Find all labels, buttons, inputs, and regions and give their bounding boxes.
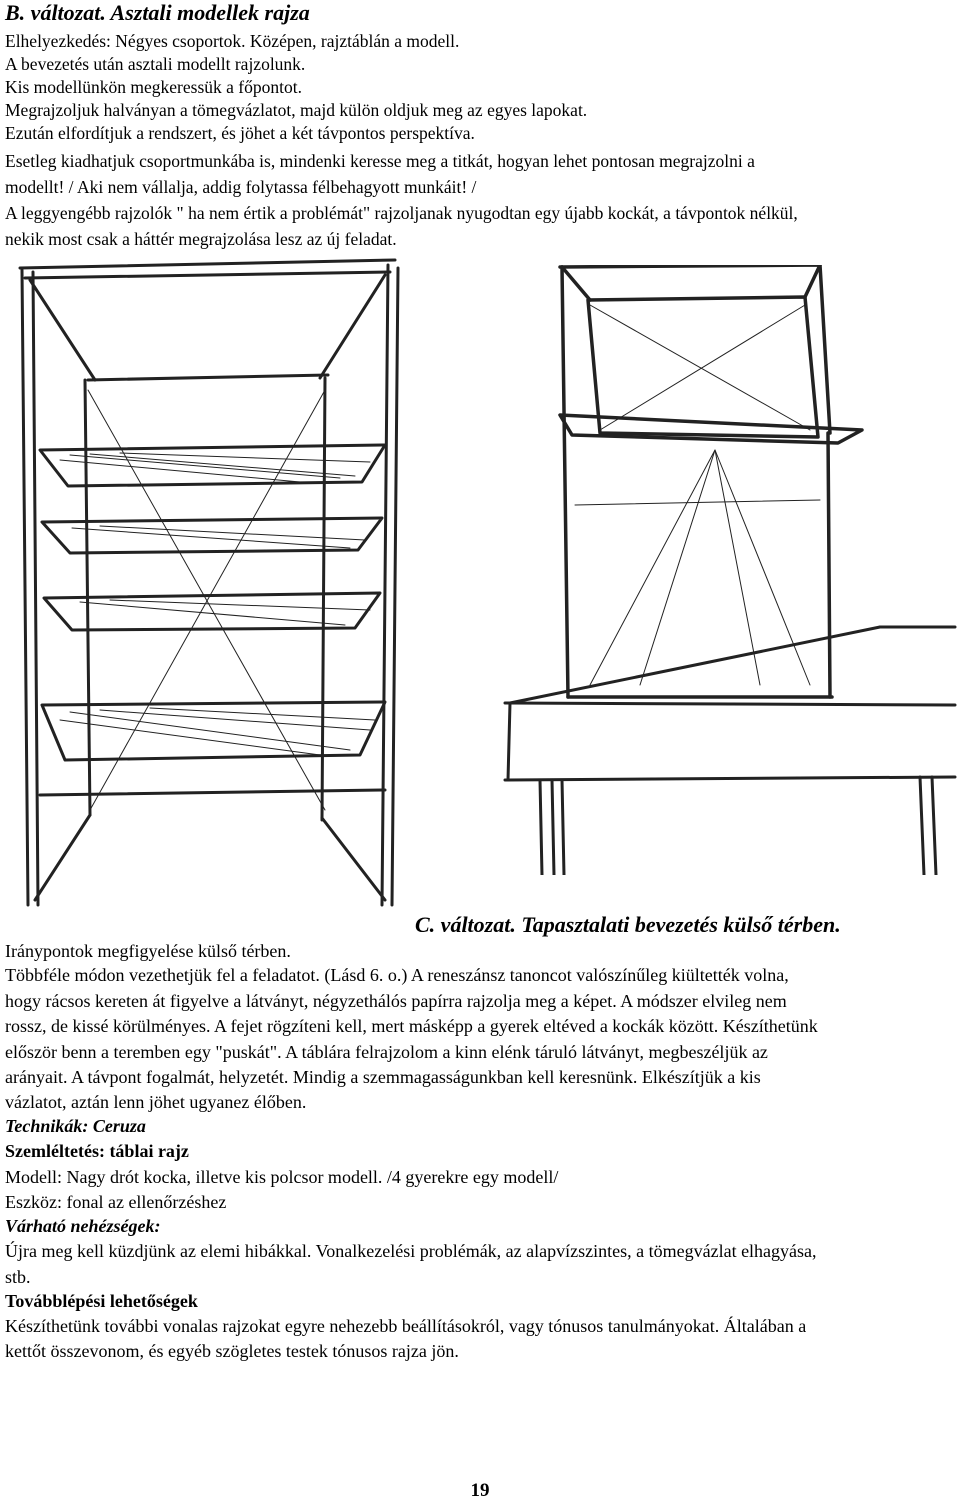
section-b-line: Kis modellünkön megkeressük a főpontot. — [5, 77, 302, 97]
section-b-line: modellt! / Aki nem vállalja, addig folytassa félbehagyott munkáit! / — [5, 177, 477, 197]
section-b-line: A bevezetés után asztali modellt rajzolunk. — [5, 54, 306, 74]
tovabb-line: Készíthetünk további vonalas rajzokat egyre nehezebb beállításokról, vagy tónusos tanulmányokat. Általában a — [5, 1316, 807, 1336]
section-b-title: B. változat. Asztali modellek rajza — [5, 0, 310, 25]
section-c-paragraph-line: rossz, de kissé körülményes. A fejet rögzíteni kell, mert másképp a gyerek eltéved a kockák között. Készíthetünk — [5, 1016, 818, 1036]
page-number: 19 — [470, 1480, 490, 1501]
eszkoz-line: Eszköz: fonal az ellenőrzéshez — [5, 1192, 227, 1212]
section-c-paragraph-line: hogy rácsos kereten át figyelve a látványt, négyzethálós papírra rajzolja meg a képet. A módszer elvileg nem — [5, 991, 787, 1011]
varhato-heading: Várható nehézségek: — [5, 1216, 161, 1236]
section-c-subtitle: Iránypontok megfigyelése külső térben. — [5, 941, 291, 961]
section-b-line: Ezután elfordítjuk a rendszert, és jöhet a két távpontos perspektíva. — [5, 123, 475, 143]
section-c-paragraph-line: először benn a teremben egy "puskát". A táblára felrajzolom a kinn elénk táruló látványt, megbeszéljük az — [5, 1042, 768, 1062]
varhato-line: Újra meg kell küzdjünk az elemi hibákkal. Vonalkezelési problémák, az alapvízszintes, a tömegvázlat elhagyása, — [5, 1241, 817, 1261]
tovabb-heading: Továbblépési lehetőségek — [5, 1291, 198, 1311]
section-c-paragraph-line: Többféle módon vezethetjük fel a feladatot. (Lásd 6. o.) A reneszánsz tanoncot valószínűleg kiültették volna, — [5, 965, 789, 985]
section-c-paragraph-line: arányait. A távpont fogalmát, helyzetét. Mindig a szemmagasságunkban kell keresnünk. Elkészítjük a kis — [5, 1067, 761, 1087]
tovabb-line: kettőt összevonom, és egyéb szögletes testek tónusos rajza jön. — [5, 1341, 459, 1361]
shelf-drawing — [0, 250, 420, 910]
section-c-paragraph-line: vázlatot, aztán lenn jöhet ugyanez élőben. — [5, 1092, 307, 1112]
section-b-line: Esetleg kiadhatjuk csoportmunkába is, mindenki keresse meg a titkát, hogyan lehet pontosan megrajzolni a — [5, 151, 755, 171]
varhato-line: stb. — [5, 1267, 31, 1287]
section-b-line: Elhelyezkedés: Négyes csoportok. Középen, rajztáblán a modell. — [5, 31, 460, 51]
section-c-title: C. változat. Tapasztalati bevezetés külső térben. — [415, 912, 841, 937]
section-b-line: A leggyengébb rajzolók " ha nem értik a problémát" rajzoljanak nyugodtan egy újabb kockát, a távpontok nélkül, — [5, 203, 798, 223]
szemleltetes-heading: Szemléltetés: táblai rajz — [5, 1141, 189, 1161]
wire-cube-on-table-drawing — [500, 265, 960, 875]
section-b-line: Megrajzoljuk halványan a tömegvázlatot, majd külön oldjuk meg az egyes lapokat. — [5, 100, 588, 120]
technikak-heading: Technikák: Ceruza — [5, 1116, 146, 1136]
modell-line: Modell: Nagy drót kocka, illetve kis polcsor modell. /4 gyerekre egy modell/ — [5, 1167, 559, 1187]
section-b-line: nekik most csak a háttér megrajzolása lesz az új feladat. — [5, 229, 397, 249]
